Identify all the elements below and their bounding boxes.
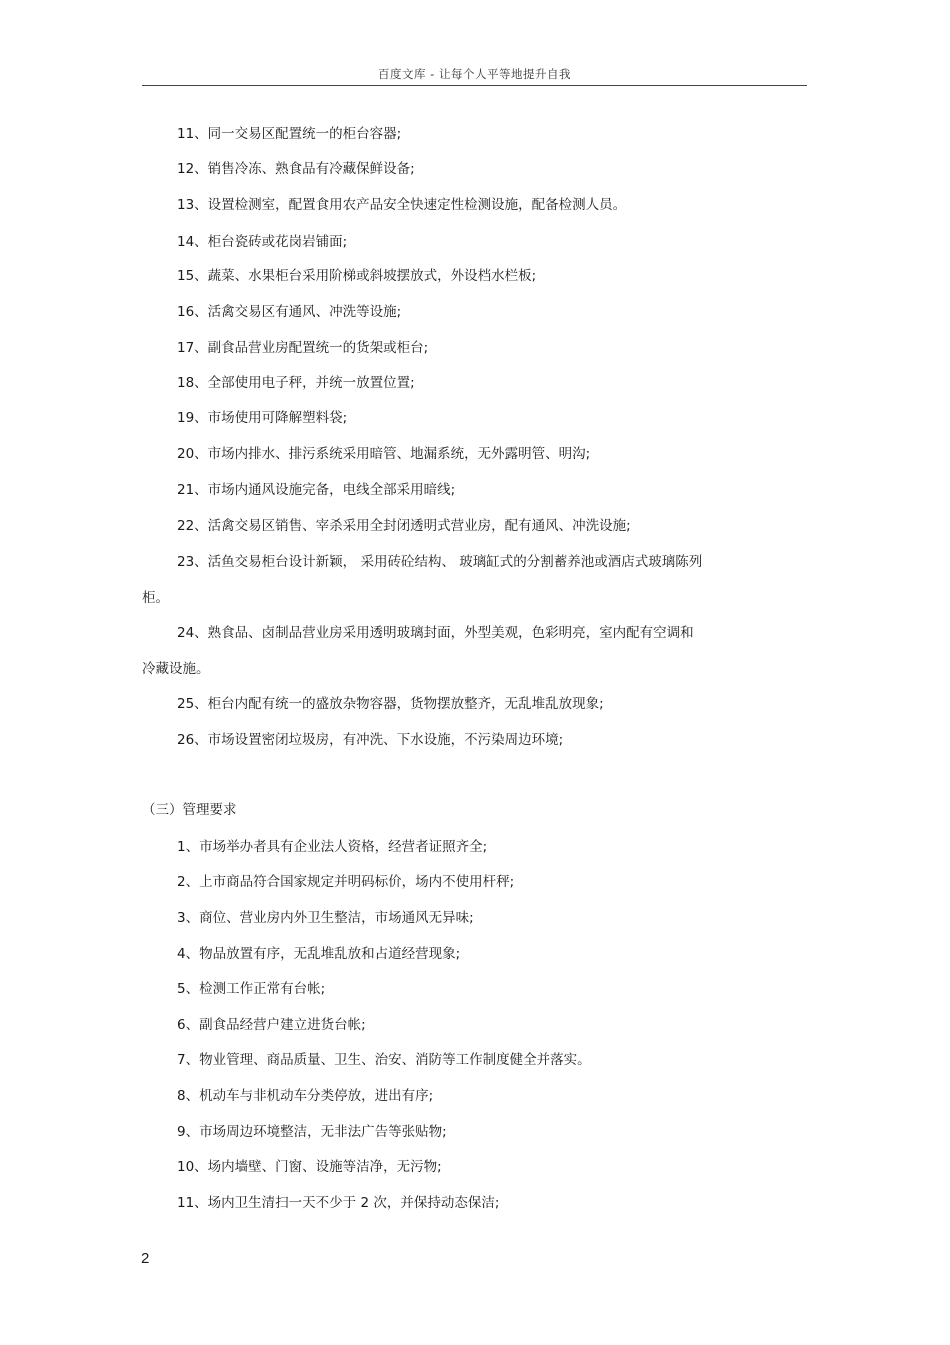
list-item: 9、市场周边环境整洁，无非法广告等张贴物; — [177, 1124, 447, 1140]
list-item: 24、熟食品、卤制品营业房采用透明玻璃封面，外型美观，色彩明亮，室内配有空调和 — [177, 625, 694, 641]
list-item: 11、同一交易区配置统一的柜台容器; — [177, 126, 402, 142]
list-item: 25、柜台内配有统一的盛放杂物容器，货物摆放整齐，无乱堆乱放现象; — [177, 696, 604, 712]
page-number: 2 — [141, 1250, 150, 1267]
list-item: 17、副食品营业房配置统一的货架或柜台; — [177, 340, 429, 356]
list-item: 20、市场内排水、排污系统采用暗管、地漏系统，无外露明管、明沟; — [177, 446, 591, 462]
header-divider — [142, 85, 807, 86]
section-heading: （三）管理要求 — [142, 802, 237, 818]
list-item: 10、场内墙壁、门窗、设施等洁净，无污物; — [177, 1159, 442, 1175]
list-item: 6、副食品经营户建立进货台帐; — [177, 1017, 366, 1033]
list-item: 18、全部使用电子秤，并统一放置位置; — [177, 375, 415, 391]
list-item: 3、商位、营业房内外卫生整洁，市场通风无异味; — [177, 910, 474, 926]
list-item: 15、蔬菜、水果柜台采用阶梯或斜坡摆放式，外设档水栏板; — [177, 268, 537, 284]
list-item: 2、上市商品符合国家规定并明码标价，场内不使用杆秤; — [177, 874, 515, 890]
list-item: 1、市场举办者具有企业法人资格，经营者证照齐全; — [177, 839, 488, 855]
list-item: 8、机动车与非机动车分类停放，进出有序; — [177, 1088, 434, 1104]
list-item: 7、物业管理、商品质量、卫生、治安、消防等工作制度健全并落实。 — [177, 1052, 591, 1068]
list-item-continuation: 冷藏设施。 — [142, 661, 210, 677]
list-item: 14、柜台瓷砖或花岗岩铺面; — [177, 234, 348, 250]
list-item-continuation: 柜。 — [142, 590, 169, 606]
list-item: 26、市场设置密闭垃圾房，有冲洗、下水设施，不污染周边环境; — [177, 732, 564, 748]
list-item: 23、活鱼交易柜台设计新颖， 采用砖砼结构、 玻璃缸式的分割蓄养池或酒店式玻璃陈列 — [177, 554, 703, 570]
list-item: 11、场内卫生清扫一天不少于 2 次，并保持动态保洁; — [177, 1195, 500, 1211]
list-item: 13、设置检测室，配置食用农产品安全快速定性检测设施，配备检测人员。 — [177, 197, 627, 213]
list-item: 4、物品放置有序，无乱堆乱放和占道经营现象; — [177, 946, 461, 962]
page-header: 百度文库 - 让每个人平等地提升自我 — [378, 67, 571, 81]
list-item: 16、活禽交易区有通风、冲洗等设施; — [177, 304, 402, 320]
list-item: 22、活禽交易区销售、宰杀采用全封闭透明式营业房，配有通风、冲洗设施; — [177, 518, 631, 534]
list-item: 21、市场内通风设施完备，电线全部采用暗线; — [177, 482, 456, 498]
list-item: 12、销售冷冻、熟食品有冷藏保鲜设备; — [177, 161, 415, 177]
list-item: 19、市场使用可降解塑料袋; — [177, 410, 348, 426]
list-item: 5、检测工作正常有台帐; — [177, 981, 326, 997]
